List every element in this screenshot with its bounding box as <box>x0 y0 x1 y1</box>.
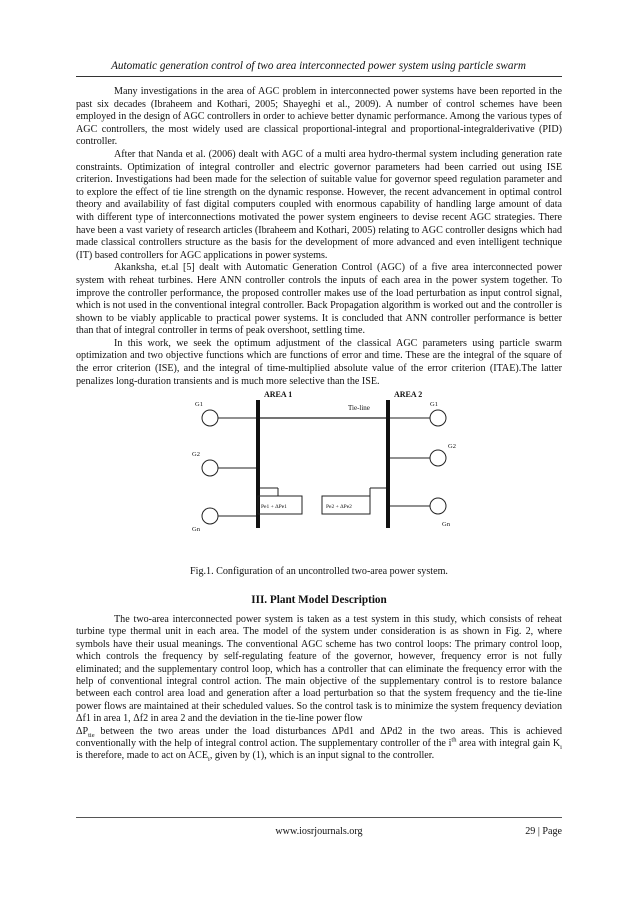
paragraph: Many investigations in the area of AGC problem in interconnected power systems have been reported in the past six decades (Ibraheem and Kothari, 2005; Shayeghi et al., 2009). A number of control schemes have been employed in the design of AGC controllers in order to achieve better dynamic performance. Among the various types of AGC controllers, the most widely used are classical proportional-integral and proportional-integralderivative (PID) controller. <box>76 86 562 148</box>
text-run: is therefore, made to act on ACE <box>76 750 209 762</box>
paragraph: Akanksha, et.al [5] dealt with Automatic Generation Control (AGC) of a five area interconnected power system with reheat turbines. Here ANN controller controls the inputs of each area in the power system together. To improve the controller performance, the proposed controller makes use of the load perturbation as input control signal, which is not used in the conventional integral controller. Back Propagation algorithm is worked out and the controller is shown to be viably applicable to practical power systems. It is concluded that ANN controller performance is better than that of integral controller in terms of peak overshoot, settling time. <box>76 262 562 337</box>
area2-busbar <box>386 400 390 528</box>
page-number: 29 | Page <box>525 826 562 837</box>
subscript: i <box>560 744 562 752</box>
running-header: Automatic generation control of two area interconnected power system using particle swarm <box>111 60 526 72</box>
superscript: th <box>451 736 457 744</box>
area1-label: AREA 1 <box>264 390 293 399</box>
area2-label: AREA 2 <box>394 390 423 399</box>
text-run: area with integral gain K <box>456 738 561 750</box>
area1-gen-label: G2 <box>192 451 200 458</box>
area1-load-label: Pe1 + ΔPe1 <box>261 504 287 510</box>
area1-gen-label: Gn <box>192 526 200 533</box>
paragraph-continued <box>76 726 562 763</box>
area1-generator-n <box>202 508 218 524</box>
two-area-diagram <box>190 388 460 540</box>
text-run: , given by (1), which is an input signal to the controller. <box>209 750 435 762</box>
figure-caption: Fig.1. Configuration of an uncontrolled two-area power system. <box>190 566 448 577</box>
area2-generator-2 <box>430 450 446 466</box>
paragraph: In this work, we seek the optimum adjustment of the classical AGC parameters using particle swarm optimization and two objective functions which are functions of error and time. These are the integral of the square of the error criterion (ISE), and the integral of time-multiplied absolute value of the error criterion (ITAE).The latter penalizes long-duration transients and is much more selective than the ISE. <box>76 337 562 387</box>
two-area-diagram-svg <box>190 388 460 540</box>
paragraph: After that Nanda et al. (2006) dealt with AGC of a multi area hydro-thermal system including generation rate constraints. Optimization of integral controller and electric governor parameters had been carried out using ISE criterion. Investigations had been made for the selection of suitable value for governor speed regulation parameter and to explore the effect of tie line strength on the dynamic response. However, the recent advancement in optimal control theory and availability of fast digital computers coupled with enormous capability of handling large amount of data with different type of interconnections motivated the power system engineers to devise recent AGC strategies. There have been a vast variety of research articles (Ibraheem and Kothari, 2005) relating to AGC controller designs which had made classical controllers structure as the basis for the development of more advanced and even intelligent technique (IT) based controllers for AGC applications in power systems. <box>76 148 562 261</box>
area1-generator-2 <box>202 460 218 476</box>
footer-divider <box>76 817 562 818</box>
subscript: i <box>208 756 210 764</box>
area2-gen-label: Gn <box>442 521 450 528</box>
area2-gen-label: G1 <box>430 401 438 408</box>
tie-line-label: Tie-line <box>348 404 370 412</box>
section-heading: III. Plant Model Description <box>251 594 387 606</box>
footer-site-link[interactable]: www.iosrjournals.org <box>275 826 363 837</box>
text-run: ΔP <box>76 725 89 737</box>
area2-load-label: Pe2 + ΔPe2 <box>326 504 352 510</box>
paragraph: The two-area interconnected power system is taken as a test system in this study, which consists of reheat turbine type thermal unit in each area. The model of the system under consideration is as shown in Fig. 2, where symbols have their usual meanings. The conventional AGC scheme has two control loops: The primary control loop, which controls the frequency by self-regulating feature of the governor, however, frequency error is not fully eliminated; and the supplementary control loop, which has a controller that can eliminate the frequency error with the help of conventional integral control action. The main objective of the supplementary control is to restore balance between each control area load and generation after a load perturbation so that the system frequency and the tie-line power flows are maintained at their scheduled values. So the control task is to minimize the system frequency deviation Δf1 in area 1, Δf2 in area 2 and the deviation in the tie-line power flow <box>76 614 562 725</box>
area2-generator-n <box>430 498 446 514</box>
intro-body <box>76 86 562 388</box>
text-run: between the two areas under the load disturbances ΔPd1 and ΔPd2 in the two areas. This is achieved conventionally with the help of integral control action. The supplementary controller of the i <box>76 725 562 750</box>
plant-model-body <box>76 614 562 763</box>
area2-gen-label: G2 <box>448 443 456 450</box>
area1-generator-1 <box>202 410 218 426</box>
header-divider <box>76 76 562 77</box>
area1-gen-label: G1 <box>195 401 203 408</box>
area2-generator-1 <box>430 410 446 426</box>
subscript: tie <box>88 731 95 739</box>
